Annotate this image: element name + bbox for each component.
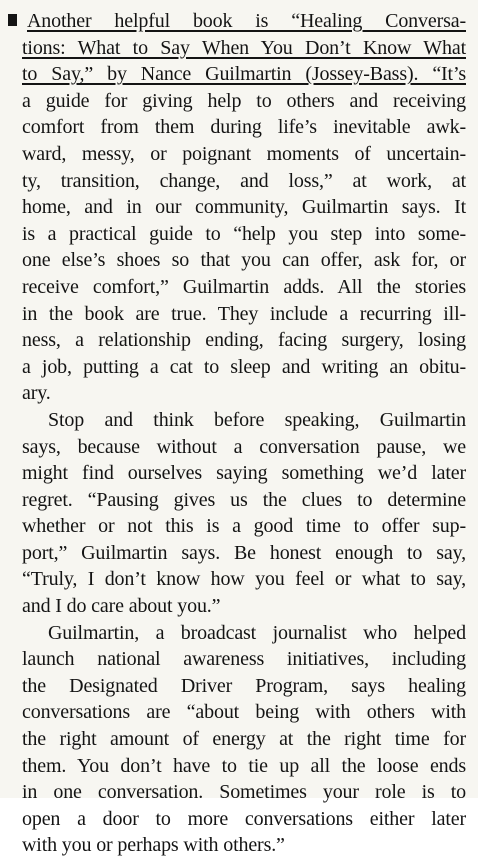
text-line: Stop and think before speaking, Guilmartin — [48, 408, 466, 431]
text-line: might find ourselves saying something we’d later — [22, 462, 466, 485]
text-line: says, because without a conversation pause, we — [22, 435, 466, 458]
text-line: them. You don’t have to tie up all the loose ends — [22, 754, 466, 777]
text-line-underlined: Another helpful book is “Healing Conversa- — [27, 10, 466, 32]
bullet-square-icon — [8, 14, 17, 26]
text-line: Guilmartin, a broadcast journalist who helped — [48, 621, 466, 644]
text-line: port,” Guilmartin says. Be honest enough to say, — [22, 541, 466, 564]
text-line: the right amount of energy at the right time for — [22, 728, 466, 751]
text-line: ward, messy, or poignant moments of uncertain- — [22, 142, 466, 165]
text-line-underlined: to Say,” by Nance Guilmartin (Jossey-Bass). “It’s — [22, 63, 466, 86]
text-line: ness, a relationship ending, facing surgery, losing — [22, 329, 466, 352]
text-line: conversations are “about being with others with — [22, 701, 466, 724]
text-line: ty, transition, change, and loss,” at work, at — [22, 169, 466, 192]
text-line — [22, 61, 466, 88]
text-line: receive comfort,” Guilmartin adds. All the stories — [22, 275, 466, 298]
text-line: in one conversation. Sometimes your role is to — [22, 781, 466, 804]
text-line: with you or perhaps with others.” — [22, 834, 285, 857]
text-line — [8, 8, 466, 35]
text-line: comfort from them during life’s inevitable awk- — [22, 116, 466, 139]
text-line-underlined: tions: What to Say When You Don’t Know What — [22, 36, 466, 59]
paragraph-book-recommendation — [22, 8, 466, 407]
text-line: one else’s shoes so that you can offer, ask for, or — [22, 249, 466, 272]
paragraph-author-background — [22, 620, 466, 859]
text-line: the Designated Driver Program, says healing — [22, 674, 466, 697]
text-line: ary. — [22, 382, 51, 405]
text-line: is a practical guide to “help you step into some- — [22, 222, 466, 245]
text-line: “Truly, I don’t know how you feel or what to say, — [22, 568, 466, 591]
text-line: in the book are true. They include a recurring ill- — [22, 302, 466, 325]
text-line: home, and in our community, Guilmartin says. It — [22, 196, 466, 219]
text-line: launch national awareness initiatives, including — [22, 648, 466, 671]
text-line: regret. “Pausing gives us the clues to determine — [22, 488, 466, 511]
text-line: a guide for giving help to others and receiving — [22, 89, 466, 112]
text-line: open a door to more conversations either later — [22, 807, 466, 830]
paragraph-pause-before-speaking — [22, 407, 466, 620]
text-line: and I do care about you.” — [22, 595, 221, 618]
text-line: a job, putting a cat to sleep and writing an obitu- — [22, 355, 466, 378]
text-line: whether or not this is a good time to offer sup- — [22, 515, 466, 538]
